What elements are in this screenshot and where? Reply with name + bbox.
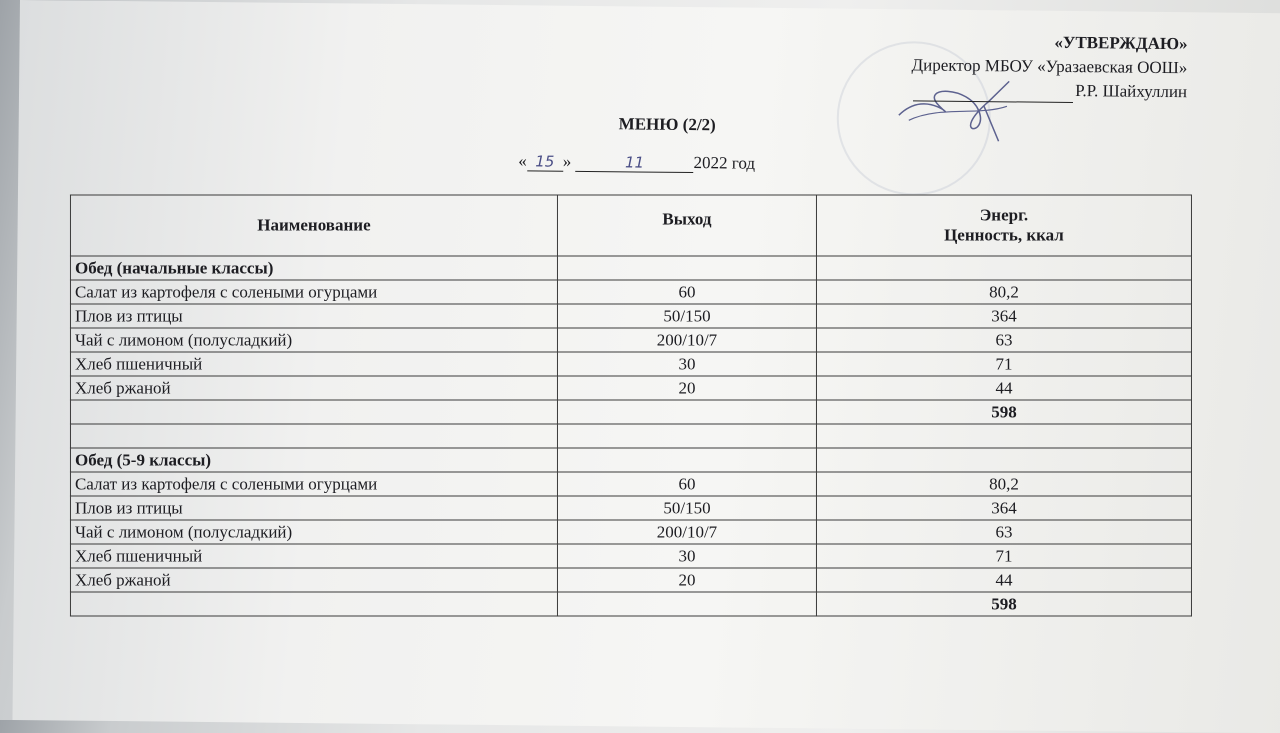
empty-cell	[557, 424, 816, 448]
header-output: Выход	[557, 195, 816, 256]
empty-cell	[816, 424, 1191, 448]
dish-output: 200/10/7	[557, 328, 816, 352]
dish-output: 20	[557, 376, 816, 400]
table-row	[70, 328, 1191, 352]
empty-cell	[557, 400, 816, 424]
dish-energy: 44	[816, 568, 1191, 592]
dish-energy: 364	[816, 496, 1191, 520]
dish-energy: 364	[816, 304, 1191, 328]
dish-name: Хлеб ржаной	[70, 376, 557, 400]
dish-energy: 80,2	[816, 280, 1191, 304]
total-row	[70, 400, 1191, 424]
approval-title: «УТВЕРЖДАЮ»	[1054, 32, 1188, 54]
table-header-row	[70, 195, 1191, 256]
section-title: Обед (начальные классы)	[70, 256, 557, 280]
empty-cell	[557, 256, 816, 280]
dish-name: Хлеб пшеничный	[70, 544, 557, 568]
date-year: 2022 год	[693, 153, 756, 173]
total-row	[70, 592, 1191, 616]
dish-output: 50/150	[557, 496, 816, 520]
approval-name: Р.Р. Шайхуллин	[1075, 81, 1188, 102]
total-energy: 598	[816, 592, 1191, 616]
dish-output: 60	[557, 472, 816, 496]
total-energy: 598	[816, 400, 1191, 424]
table-row	[70, 568, 1191, 592]
dish-output: 30	[557, 544, 816, 568]
dish-energy: 63	[816, 328, 1191, 352]
dish-name: Плов из птицы	[70, 496, 557, 520]
approval-position: Директор МБОУ «Уразаевская ООШ»	[911, 55, 1188, 78]
date-quote-close: »	[562, 151, 572, 171]
dish-name: Чай с лимоном (полусладкий)	[70, 520, 557, 544]
dish-name: Плов из птицы	[70, 304, 557, 328]
header-name: Наименование	[70, 195, 557, 256]
dish-energy: 71	[816, 544, 1191, 568]
header-energy	[816, 195, 1191, 256]
section-title: Обед (5-9 классы)	[70, 448, 557, 472]
table-row	[70, 304, 1191, 328]
table-row	[70, 544, 1191, 568]
dish-output: 200/10/7	[557, 520, 816, 544]
empty-cell	[816, 448, 1191, 472]
menu-date	[518, 151, 755, 173]
dish-energy: 63	[816, 520, 1191, 544]
signature-line	[913, 84, 1073, 103]
date-day: 15	[527, 152, 563, 171]
table-row	[70, 280, 1191, 304]
section-row	[70, 448, 1191, 472]
empty-cell	[70, 592, 557, 616]
dish-output: 60	[557, 280, 816, 304]
section-row	[70, 256, 1191, 280]
dish-output: 20	[557, 568, 816, 592]
empty-cell	[70, 424, 557, 448]
spacer-row	[70, 424, 1191, 448]
menu-title: МЕНЮ (2/2)	[618, 114, 716, 135]
approval-block	[911, 29, 1188, 104]
approval-signature-line	[911, 77, 1187, 104]
dish-energy: 71	[816, 352, 1191, 376]
header-energy-line1: Энерг.	[979, 205, 1029, 225]
dish-energy: 80,2	[816, 472, 1191, 496]
empty-cell	[816, 256, 1191, 280]
table-row	[70, 472, 1191, 496]
empty-cell	[557, 448, 816, 472]
header-energy-line2: Ценность, ккал	[944, 225, 1064, 245]
dish-output: 50/150	[557, 304, 816, 328]
menu-table	[70, 195, 1192, 617]
dish-name: Хлеб пшеничный	[70, 352, 557, 376]
dish-name: Салат из картофеля с солеными огурцами	[70, 472, 557, 496]
date-month: 11	[575, 153, 693, 173]
dish-output: 30	[557, 352, 816, 376]
date-quote-open: «	[518, 151, 527, 171]
document-sheet	[12, 0, 1280, 733]
dish-name: Хлеб ржаной	[70, 568, 557, 592]
empty-cell	[557, 592, 816, 616]
dish-name: Салат из картофеля с солеными огурцами	[70, 280, 557, 304]
dish-energy: 44	[816, 376, 1191, 400]
table-row	[70, 352, 1191, 376]
table-row	[70, 520, 1191, 544]
empty-cell	[70, 400, 557, 424]
table-row	[70, 376, 1191, 400]
table-row	[70, 496, 1191, 520]
dish-name: Чай с лимоном (полусладкий)	[70, 328, 557, 352]
